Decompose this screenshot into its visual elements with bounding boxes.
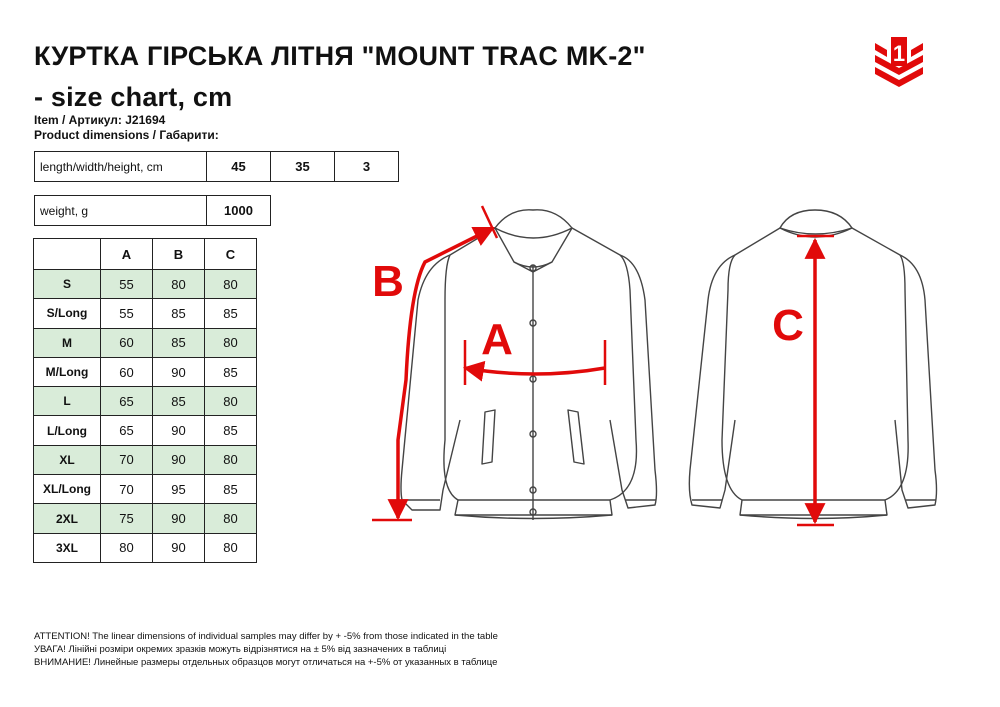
c-cell: 80 [205, 270, 257, 299]
jacket-back-illustration [689, 210, 936, 519]
note-ukrainian: УВАГА! Лінійні розміри окремих зразків можуть відрізнятися на ± 5% від зазначених в таблиці [34, 644, 447, 655]
size-cell: S [34, 270, 101, 299]
c-cell: 80 [205, 445, 257, 474]
c-cell: 85 [205, 475, 257, 504]
c-cell: 85 [205, 416, 257, 445]
a-cell: 70 [101, 475, 153, 504]
dimension-length: 45 [207, 152, 271, 182]
measurement-label-b: B [372, 257, 404, 306]
table-row [34, 475, 257, 504]
c-cell: 80 [205, 328, 257, 357]
b-cell: 90 [153, 357, 205, 386]
dimension-width: 35 [271, 152, 335, 182]
table-row [34, 357, 257, 386]
b-cell: 90 [153, 533, 205, 562]
weight-value: 1000 [207, 196, 271, 226]
b-cell: 80 [153, 270, 205, 299]
dimensions-table [34, 151, 399, 182]
table-row [34, 504, 257, 533]
table-row [34, 299, 257, 328]
size-cell: 3XL [34, 533, 101, 562]
weight-label: weight, g [35, 196, 207, 226]
measurement-label-c: C [772, 301, 804, 350]
measurement-label-a: A [481, 315, 513, 364]
a-cell: 70 [101, 445, 153, 474]
a-cell: 60 [101, 328, 153, 357]
measurement-a-line [465, 368, 605, 374]
product-dimensions-label: Product dimensions / Габарити: [34, 128, 219, 142]
a-cell: 55 [101, 270, 153, 299]
b-cell: 95 [153, 475, 205, 504]
size-table-header [34, 239, 257, 270]
header-c: C [205, 239, 257, 270]
table-row [34, 533, 257, 562]
table-row [34, 387, 257, 416]
b-cell: 90 [153, 445, 205, 474]
table-row [34, 328, 257, 357]
logo-text: 1 [892, 41, 906, 66]
weight-row [35, 196, 271, 226]
size-cell: M/Long [34, 357, 101, 386]
c-cell: 80 [205, 387, 257, 416]
weight-table [34, 195, 271, 226]
c-cell: 80 [205, 504, 257, 533]
a-cell: 65 [101, 416, 153, 445]
page-title [34, 36, 794, 118]
a-cell: 65 [101, 387, 153, 416]
dimension-height: 3 [335, 152, 399, 182]
c-cell: 85 [205, 299, 257, 328]
title-line-1: КУРТКА ГІРСЬКА ЛІТНЯ "MOUNT TRAC MK-2" [34, 41, 646, 71]
b-cell: 85 [153, 328, 205, 357]
a-cell: 80 [101, 533, 153, 562]
b-cell: 85 [153, 299, 205, 328]
measurement-arrows [372, 206, 834, 525]
size-cell: 2XL [34, 504, 101, 533]
size-table [33, 238, 257, 563]
size-cell: XL [34, 445, 101, 474]
header-a: A [101, 239, 153, 270]
size-cell: S/Long [34, 299, 101, 328]
b-cell: 90 [153, 504, 205, 533]
note-english: ATTENTION! The linear dimensions of individual samples may differ by + -5% from those indicated in the table [34, 631, 498, 642]
item-code: Item / Артикул: J21694 [34, 113, 166, 127]
b-cell: 90 [153, 416, 205, 445]
header-size [34, 239, 101, 270]
table-row [34, 445, 257, 474]
title-line-2: - size chart, cm [34, 82, 233, 112]
jacket-measurement-diagram [365, 200, 965, 540]
a-cell: 75 [101, 504, 153, 533]
size-cell: XL/Long [34, 475, 101, 504]
table-row [34, 416, 257, 445]
dimensions-label: length/width/height, cm [35, 152, 207, 182]
note-russian: ВНИМАНИЕ! Линейные размеры отдельных образцов могут отличаться на +-5% от указанных в таблице [34, 657, 498, 668]
c-cell: 80 [205, 533, 257, 562]
dimensions-row [35, 152, 399, 182]
c-cell: 85 [205, 357, 257, 386]
disclaimer-notes [34, 630, 498, 669]
brand-logo-icon [873, 37, 925, 89]
a-cell: 55 [101, 299, 153, 328]
header-b: B [153, 239, 205, 270]
b-cell: 85 [153, 387, 205, 416]
size-cell: L/Long [34, 416, 101, 445]
a-cell: 60 [101, 357, 153, 386]
size-cell: L [34, 387, 101, 416]
size-cell: M [34, 328, 101, 357]
table-row [34, 270, 257, 299]
